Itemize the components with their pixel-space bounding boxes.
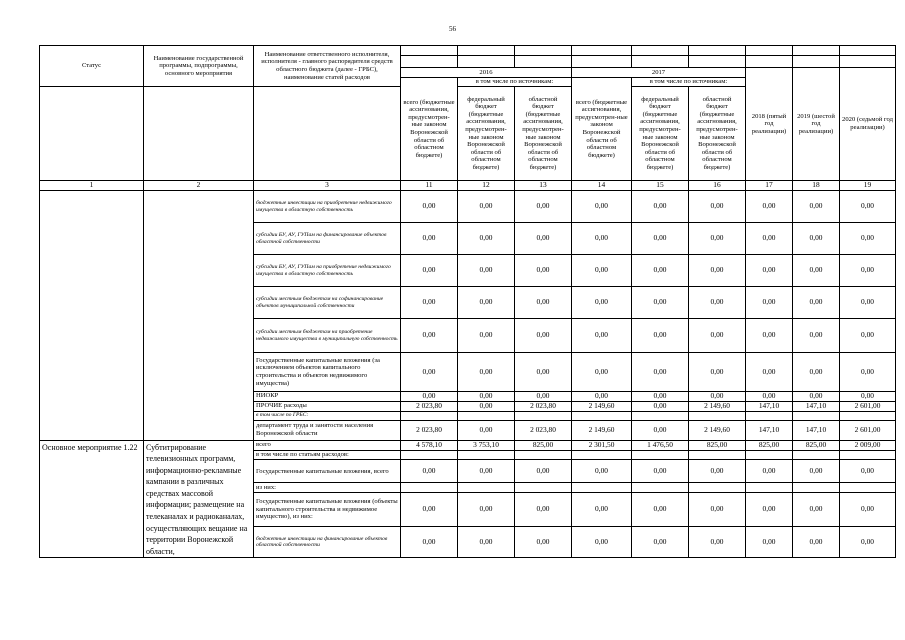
value-cell: 0,00 xyxy=(401,223,458,255)
value-cell: 0,00 xyxy=(458,460,515,483)
row-label: Государственные капитальные вложения (объекты капитального строительства и недвижимое имущество), из них: xyxy=(254,492,401,526)
budget-table xyxy=(39,45,896,558)
value-cell: 0,00 xyxy=(689,255,746,287)
value-cell: 0,00 xyxy=(572,191,632,223)
header-2020: 2020 (седьмой год реализации) xyxy=(840,68,896,181)
value-cell: 0,00 xyxy=(458,287,515,319)
row-label: в том числе по статьям расходов: xyxy=(254,450,401,459)
value-cell: 2 023,80 xyxy=(401,420,458,440)
header-program: Наименование государственной программы, подпрограммы, основного мероприятия xyxy=(144,46,254,87)
value-cell: 0,00 xyxy=(515,353,572,392)
value-cell: 0,00 xyxy=(401,255,458,287)
value-cell: 147,10 xyxy=(746,420,793,440)
header-2019: 2019 (шестой год реализации) xyxy=(793,68,840,181)
value-cell: 0,00 xyxy=(401,527,458,558)
table-row xyxy=(40,440,896,450)
value-cell: 0,00 xyxy=(793,287,840,319)
value-cell: 0,00 xyxy=(793,492,840,526)
row-label: субсидии БУ, АУ, ГУПам на финансирование объектов областной собственности xyxy=(254,223,401,255)
value-cell: 0,00 xyxy=(632,223,689,255)
table-row xyxy=(40,191,896,223)
header-2016-total: всего (бюджетные ассигнования, предусмотрен-ные законом Воронежской области об областном бюджете) xyxy=(401,78,458,181)
value-cell: 2 023,80 xyxy=(515,401,572,411)
value-cell: 0,00 xyxy=(840,191,896,223)
value-cell: 0,00 xyxy=(689,392,746,402)
row-label: из них: xyxy=(254,483,401,492)
value-cell: 0,00 xyxy=(793,353,840,392)
header-2016-federal: федеральный бюджет (бюджетные ассигнования, предусмотрен-ные законом Воронежской области об областном бюджете) xyxy=(458,87,515,181)
value-cell: 0,00 xyxy=(572,287,632,319)
value-cell: 0,00 xyxy=(793,392,840,402)
value-cell: 0,00 xyxy=(793,527,840,558)
header-2017-sources: в том числе по источникам: xyxy=(632,78,746,87)
value-cell: 0,00 xyxy=(632,353,689,392)
row-label: субсидии местным бюджетам на приобретение недвижимого имущества в муниципальную собственность xyxy=(254,319,401,353)
value-cell: 0,00 xyxy=(572,319,632,353)
value-cell: 0,00 xyxy=(458,223,515,255)
value-cell: 0,00 xyxy=(632,527,689,558)
value-cell: 0,00 xyxy=(689,287,746,319)
value-cell: 0,00 xyxy=(793,319,840,353)
value-cell: 825,00 xyxy=(793,440,840,450)
value-cell: 0,00 xyxy=(746,191,793,223)
header-status: Статус xyxy=(40,46,144,87)
value-cell: 0,00 xyxy=(793,255,840,287)
value-cell: 0,00 xyxy=(840,527,896,558)
value-cell: 2 023,80 xyxy=(401,401,458,411)
value-cell: 0,00 xyxy=(515,527,572,558)
value-cell: 0,00 xyxy=(840,223,896,255)
value-cell: 0,00 xyxy=(840,492,896,526)
value-cell: 0,00 xyxy=(515,255,572,287)
value-cell: 0,00 xyxy=(572,392,632,402)
header-empty-row-1 xyxy=(40,46,896,56)
value-cell: 0,00 xyxy=(746,492,793,526)
value-cell: 3 753,10 xyxy=(458,440,515,450)
value-cell: 0,00 xyxy=(401,392,458,402)
value-cell: 0,00 xyxy=(515,392,572,402)
header-year-2017: 2017 xyxy=(572,68,746,78)
value-cell: 0,00 xyxy=(746,353,793,392)
header-2016-regional: областной бюджет (бюджетные ассигнования, предусмотрен-ные законом Воронежской области об областном бюджете) xyxy=(515,87,572,181)
value-cell: 0,00 xyxy=(458,191,515,223)
value-cell: 0,00 xyxy=(689,191,746,223)
value-cell: 0,00 xyxy=(458,527,515,558)
column-number: 1 xyxy=(40,181,144,191)
value-cell: 0,00 xyxy=(746,392,793,402)
value-cell: 2 149,60 xyxy=(572,401,632,411)
header-2018: 2018 (пятый год реализации) xyxy=(746,68,793,181)
value-cell: 0,00 xyxy=(401,287,458,319)
column-number: 17 xyxy=(746,181,793,191)
value-cell: 0,00 xyxy=(401,191,458,223)
value-cell: 0,00 xyxy=(572,223,632,255)
header-2017-total: всего (бюджетные ассигнования, предусмотрен-ные законом Воронежской области об областном бюджете) xyxy=(572,78,632,181)
header-2017-regional: областной бюджет (бюджетные ассигнования, предусмотрен-ные законом Воронежской области об областном бюджете) xyxy=(689,87,746,181)
value-cell: 0,00 xyxy=(689,460,746,483)
value-cell: 0,00 xyxy=(632,420,689,440)
value-cell: 147,10 xyxy=(746,401,793,411)
row-label: всего xyxy=(254,440,401,450)
value-cell: 0,00 xyxy=(746,460,793,483)
value-cell: 0,00 xyxy=(515,223,572,255)
value-cell: 0,00 xyxy=(746,527,793,558)
value-cell: 0,00 xyxy=(632,319,689,353)
measure-status: Основное мероприятие 1.22 xyxy=(40,440,144,558)
value-cell: 2 149,60 xyxy=(572,420,632,440)
value-cell: 2 149,60 xyxy=(689,420,746,440)
value-cell: 0,00 xyxy=(401,492,458,526)
row-label: ПРОЧИЕ расходы xyxy=(254,401,401,411)
column-number: 16 xyxy=(689,181,746,191)
page-number: 56 xyxy=(449,25,456,33)
value-cell: 0,00 xyxy=(689,527,746,558)
value-cell: 0,00 xyxy=(840,460,896,483)
value-cell: 0,00 xyxy=(840,319,896,353)
row-label: Государственные капитальные вложения (за исключением объектов капитального строительства и объектов недвижимого имущества) xyxy=(254,353,401,392)
value-cell: 0,00 xyxy=(746,319,793,353)
value-cell: 2 601,00 xyxy=(840,401,896,411)
value-cell: 0,00 xyxy=(746,255,793,287)
value-cell: 0,00 xyxy=(746,287,793,319)
column-number: 2 xyxy=(144,181,254,191)
value-cell: 0,00 xyxy=(793,460,840,483)
value-cell: 0,00 xyxy=(793,191,840,223)
value-cell: 0,00 xyxy=(572,527,632,558)
value-cell: 0,00 xyxy=(515,460,572,483)
measure-name: Субтитрирование телевизионных программ, информационно-рекламные кампании в различных средствах массовой информации; размещение на телеканалах и радиоканалах, осуществляющих вещание на территории Воронежской области, xyxy=(144,440,254,558)
status-cell-empty xyxy=(40,191,144,441)
program-cell-empty xyxy=(144,191,254,441)
value-cell: 0,00 xyxy=(632,460,689,483)
header-2017-federal: федеральный бюджет (бюджетные ассигнования, предусмотрен-ные законом Воронежской области об областном бюджете) xyxy=(632,87,689,181)
value-cell: 2 301,50 xyxy=(572,440,632,450)
value-cell: 0,00 xyxy=(401,460,458,483)
row-label: департамент труда и занятости населения Воронежской области xyxy=(254,420,401,440)
value-cell: 0,00 xyxy=(572,255,632,287)
value-cell: 0,00 xyxy=(632,492,689,526)
value-cell: 4 578,10 xyxy=(401,440,458,450)
value-cell: 0,00 xyxy=(840,392,896,402)
value-cell: 147,10 xyxy=(793,420,840,440)
value-cell: 0,00 xyxy=(572,353,632,392)
column-numbers-row xyxy=(40,181,896,191)
value-cell: 0,00 xyxy=(515,191,572,223)
row-label: субсидии БУ, АУ, ГУПам на приобретение недвижимого имущества в областную собственность xyxy=(254,255,401,287)
row-label: НИОКР xyxy=(254,392,401,402)
row-label: бюджетные инвестиции на финансирование объектов областной собственности xyxy=(254,527,401,558)
row-label: в том числе по ГРБС: xyxy=(254,411,401,420)
column-number: 18 xyxy=(793,181,840,191)
value-cell: 2 009,00 xyxy=(840,440,896,450)
header-2016-sources: в том числе по источникам: xyxy=(458,78,572,87)
value-cell: 0,00 xyxy=(458,319,515,353)
column-number: 12 xyxy=(458,181,515,191)
value-cell: 0,00 xyxy=(840,353,896,392)
value-cell: 1 476,50 xyxy=(632,440,689,450)
column-number: 19 xyxy=(840,181,896,191)
value-cell: 0,00 xyxy=(515,319,572,353)
value-cell: 0,00 xyxy=(515,492,572,526)
value-cell: 0,00 xyxy=(458,255,515,287)
value-cell: 2 601,00 xyxy=(840,420,896,440)
value-cell: 0,00 xyxy=(689,319,746,353)
value-cell: 825,00 xyxy=(746,440,793,450)
value-cell: 0,00 xyxy=(458,492,515,526)
row-label: Государственные капитальные вложения, всего xyxy=(254,460,401,483)
value-cell: 0,00 xyxy=(401,319,458,353)
value-cell: 0,00 xyxy=(840,287,896,319)
column-number: 13 xyxy=(515,181,572,191)
value-cell: 0,00 xyxy=(572,460,632,483)
row-label: бюджетные инвестиции на приобретение недвижимого имущества в областную собственность xyxy=(254,191,401,223)
value-cell: 0,00 xyxy=(401,353,458,392)
value-cell: 0,00 xyxy=(689,223,746,255)
value-cell: 147,10 xyxy=(793,401,840,411)
value-cell: 0,00 xyxy=(689,353,746,392)
value-cell: 0,00 xyxy=(840,255,896,287)
value-cell: 0,00 xyxy=(515,287,572,319)
value-cell: 0,00 xyxy=(689,492,746,526)
header-year-2016: 2016 xyxy=(401,68,572,78)
column-number: 11 xyxy=(401,181,458,191)
row-label: субсидии местным бюджетам на софинансирование объектов муниципальной собственности xyxy=(254,287,401,319)
value-cell: 2 149,60 xyxy=(689,401,746,411)
value-cell: 0,00 xyxy=(632,392,689,402)
column-number: 14 xyxy=(572,181,632,191)
value-cell: 0,00 xyxy=(632,287,689,319)
value-cell: 0,00 xyxy=(458,392,515,402)
value-cell: 2 023,80 xyxy=(515,420,572,440)
column-number: 3 xyxy=(254,181,401,191)
value-cell: 0,00 xyxy=(746,223,793,255)
value-cell: 0,00 xyxy=(458,353,515,392)
column-number: 15 xyxy=(632,181,689,191)
value-cell: 0,00 xyxy=(793,223,840,255)
value-cell: 0,00 xyxy=(458,401,515,411)
header-executor: Наименование ответственного исполнителя, исполнителя - главного распорядителя средств областного бюджета (далее - ГРБС), наименование статей расходов xyxy=(254,46,401,87)
value-cell: 0,00 xyxy=(632,255,689,287)
value-cell: 825,00 xyxy=(515,440,572,450)
value-cell: 825,00 xyxy=(689,440,746,450)
value-cell: 0,00 xyxy=(632,191,689,223)
value-cell: 0,00 xyxy=(572,492,632,526)
value-cell: 0,00 xyxy=(458,420,515,440)
value-cell: 0,00 xyxy=(632,401,689,411)
